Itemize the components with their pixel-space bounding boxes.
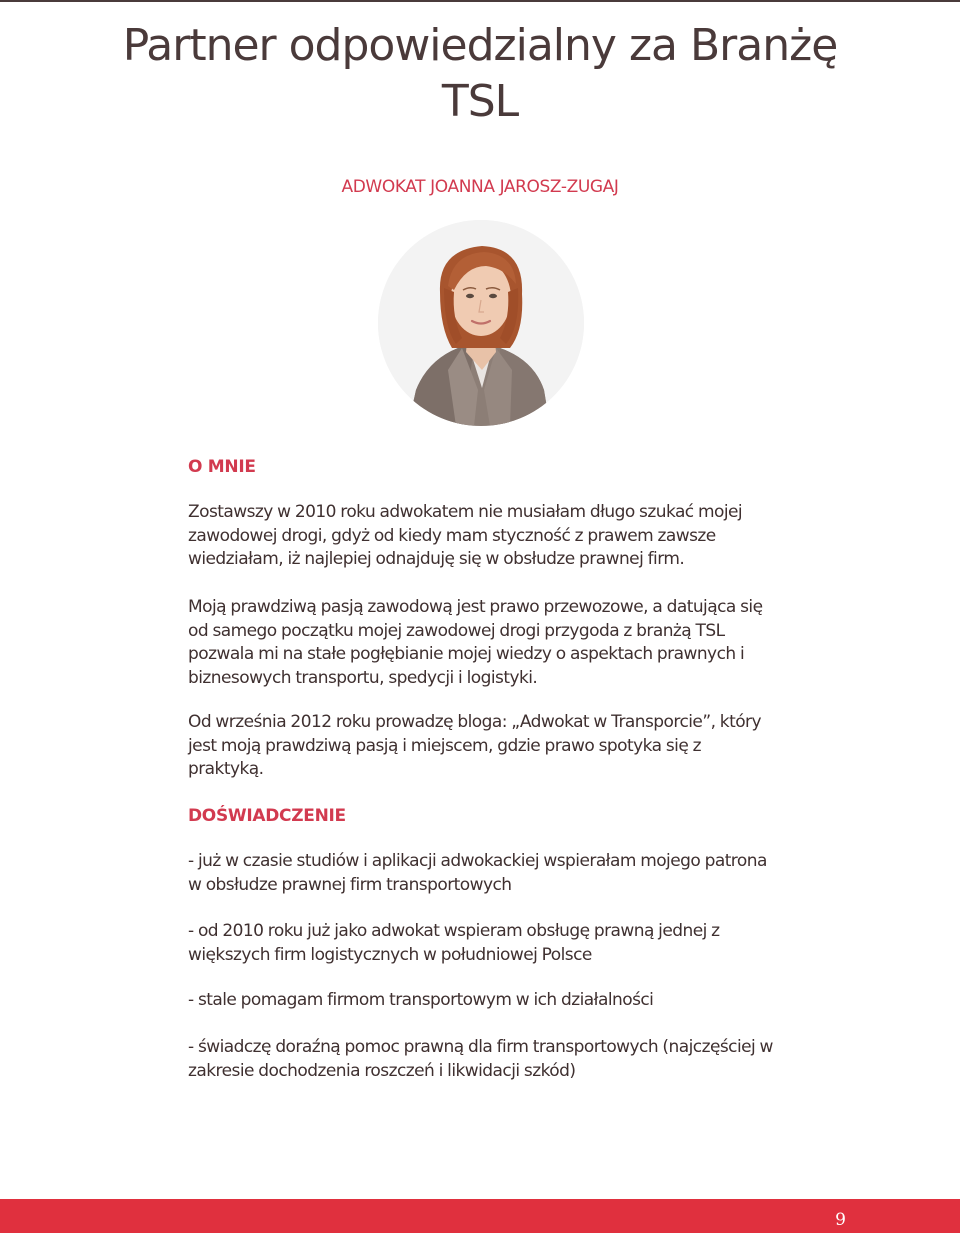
footer-bar [0, 1199, 960, 1233]
page-number: 9 [835, 1210, 846, 1230]
about-paragraph-1: Zostawszy w 2010 roku adwokatem nie musiałam długo szukać mojej zawodowej drogi, gdyż od kiedy mam styczność z prawem zawsze wiedziałam, iż najlepiej odnajduję się w obsłudze prawnej firm. [188, 502, 743, 569]
top-rule [0, 0, 960, 2]
experience-item-3: - stale pomagam firmom transportowym w ich działalności [188, 990, 654, 1010]
experience-item-4: - świadczę doraźną pomoc prawną dla firm transportowych (najczęściej w zakresie dochodzenia roszczeń i likwidacji szkód) [188, 1037, 773, 1081]
experience-heading: DOŚWIADCZENIE [188, 806, 346, 826]
about-paragraph-3: Od września 2012 roku prowadzę bloga: „Adwokat w Transporcie”, który jest moją prawdziwą pasją i miejscem, gdzie prawo spotyka się z praktyką. [188, 712, 761, 779]
portrait-photo [378, 220, 584, 426]
page-title-line1: Partner odpowiedzialny za Branżę [122, 20, 838, 71]
page-title [0, 18, 960, 130]
lawyer-name: ADWOKAT JOANNA JAROSZ-ZUGAJ [341, 177, 619, 197]
experience-item-1: - już w czasie studiów i aplikacji adwokackiej wspierałam mojego patrona w obsłudze prawnej firm transportowych [188, 851, 767, 895]
page-title-line2: TSL [441, 76, 519, 127]
experience-item-2: - od 2010 roku już jako adwokat wspieram obsługę prawną jednej z większych firm logistycznych w południowej Polsce [188, 921, 720, 965]
about-heading: O MNIE [188, 457, 256, 477]
about-paragraph-2: Moją prawdziwą pasją zawodową jest prawo przewozowe, a datująca się od samego początku mojej zawodowej drogi przygoda z branżą TSL pozwala mi na stałe pogłębianie mojej wiedzy o aspektach prawnych i biznesowych transportu, spedycji i logistyki. [188, 597, 763, 688]
